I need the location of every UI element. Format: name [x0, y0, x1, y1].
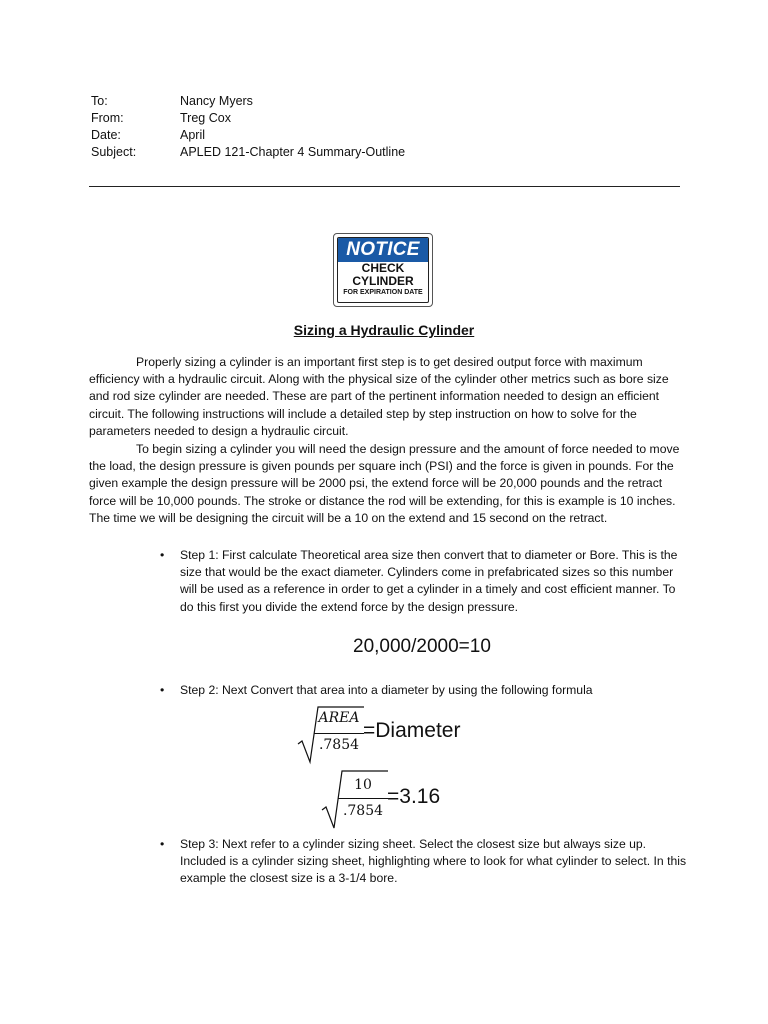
memo-from-value: Treg Cox: [180, 111, 231, 125]
bullet-icon: •: [160, 548, 165, 562]
memo-date-label: Date:: [91, 128, 121, 142]
notice-line-expiration: FOR EXPIRATION DATE: [343, 289, 423, 296]
formula-diameter: [296, 704, 486, 764]
bullet-icon: •: [160, 683, 165, 697]
notice-banner: [338, 238, 428, 262]
paragraph-2-text: To begin sizing a cylinder you will need the design pressure and the amount of force needed to move the load, the design pressure is given pounds per square inch (PSI) and the force is given in pounds. For the given example the design pressure will be 2000 psi, the extend force will be 20,000 pounds and the retract force will be 10,000 pounds. The stroke or distance the rod will be extending, for this is example is 10 inches. The time we will be designing the circuit will be a 10 on the extend and 15 second on the retract.: [89, 442, 680, 525]
formula-bore-result: [320, 768, 470, 830]
formula-area: 20,000/2000=10: [353, 636, 491, 657]
formula-diameter-denominator: .7854: [318, 737, 360, 753]
step-1-item: [160, 547, 690, 616]
memo-to-value: Nancy Myers: [180, 94, 253, 108]
step-2-item: [160, 682, 690, 699]
notice-line-cylinder: CYLINDER: [352, 274, 414, 288]
paragraph-1-text: Properly sizing a cylinder is an important first step is to get desired output force with maximum efficiency with a hydraulic circuit. Along with the physical size of the cylinder other metrics such as bore size and rod size cylinder are needed. These are part of the pertinent information needed to design an efficient circuit. The following instructions will include a detailed step by step instruction on how to solve for the parameters needed to design a hydraulic circuit.: [89, 355, 669, 438]
formula-diameter-result: =Diameter: [363, 719, 461, 742]
step-1-text: Step 1: First calculate Theoretical area size then convert that to diameter or Bore. This is the size that would be the exact diameter. Cylinders come in prefabricated sizes so this number will be used as a reference in order to get a cylinder in a timely and cost efficient manner. To do this first you divide the extend force by the design pressure.: [180, 548, 678, 614]
document-title: Sizing a Hydraulic Cylinder: [293, 322, 475, 338]
step-2-text: Step 2: Next Convert that area into a diameter by using the following formula: [180, 683, 593, 697]
formula-diameter-numerator: AREA: [318, 710, 360, 726]
memo-date-value: April: [180, 128, 206, 142]
paragraph-1: [89, 354, 680, 440]
memo-from-label: From:: [91, 111, 124, 125]
memo-header: [91, 93, 405, 161]
formula-bore-value: =3.16: [387, 785, 441, 808]
memo-from-row: [91, 110, 405, 127]
notice-line-check: CHECK: [361, 261, 405, 275]
step-3-item: [160, 836, 690, 888]
memo-to-label: To:: [91, 94, 108, 108]
memo-subject-label: Subject:: [91, 145, 137, 159]
paragraph-2: [89, 441, 680, 527]
formula-bore-denominator: .7854: [342, 803, 384, 819]
notice-banner-text: NOTICE: [346, 239, 420, 260]
formula-bore-numerator: 10: [354, 777, 372, 793]
memo-subject-value: APLED 121-Chapter 4 Summary-Outline: [180, 145, 406, 159]
memo-subject-row: [91, 144, 405, 161]
memo-date-row: [91, 127, 405, 144]
notice-sign-image: [333, 233, 433, 307]
bullet-icon: •: [160, 837, 165, 851]
header-divider: [89, 186, 680, 187]
step-3-text: Step 3: Next refer to a cylinder sizing sheet. Select the closest size but always size up. Included is a cylinder sizing sheet, highlighting where to look for what cylinder to select. In this example the closest size is a 3-1/4 bore.: [180, 837, 687, 886]
memo-to-row: [91, 93, 405, 110]
